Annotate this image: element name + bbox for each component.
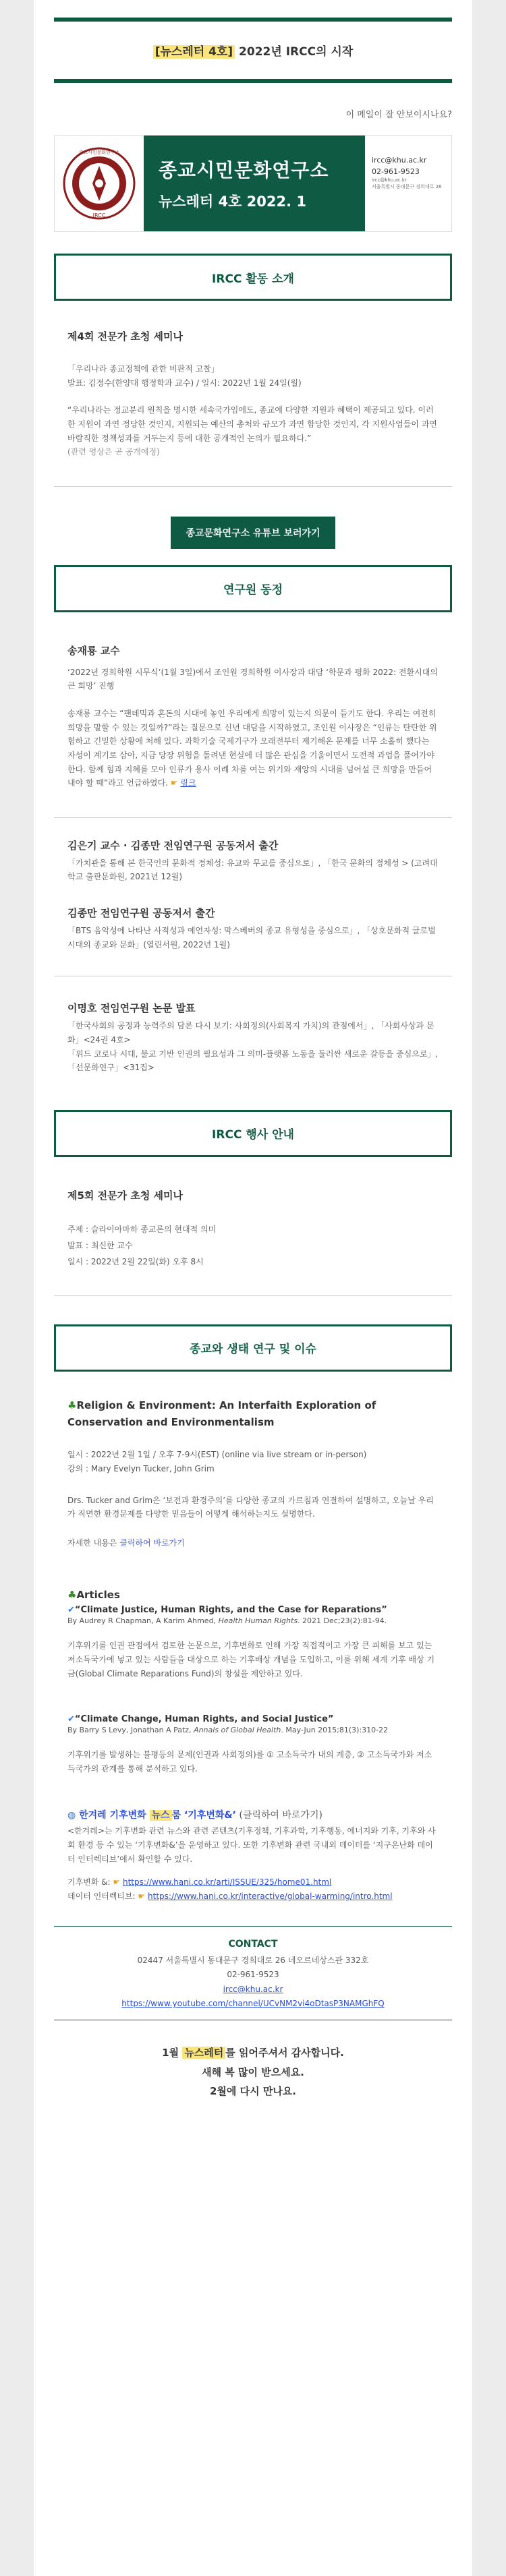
hani-block <box>67 1808 439 1903</box>
youtube-button[interactable]: 종교문화연구소 유튜브 보러가기 <box>171 517 335 549</box>
contact-phone: 02-961-9523 <box>227 1970 279 1980</box>
researcher-4-line-2: 「위드 코로나 시대, 불교 기반 인권의 필요성과 그 의미-플랫폼 노동을 둘러싼 새로운 갈등을 중심으로」, 「선문화연구」<31집> <box>67 1049 439 1073</box>
hani-link-1-row <box>67 1875 439 1890</box>
banner-email: ircc@khu.ac.kr <box>372 156 427 165</box>
view-in-browser-link[interactable]: 이 메일이 잘 안보이시나요? <box>345 110 452 120</box>
article-1-body: 기후위기를 인권 관점에서 검토한 논문으로, 기후변화로 인해 가장 직접적이고 가장 큰 피해를 보고 있는 저소득국가에 넣고 있는 사람들을 대상으로 하는 기후배상 개념을 도입하고, 이를 위해 세계 기후 배상 기금(Global Climate Reparations Fund)의 창설을 제안하고 있다. <box>67 1641 435 1678</box>
ecology-more-link[interactable]: 클릭하여 바로가기 <box>119 1538 185 1548</box>
closing-line-2: 새해 복 많이 받으세요. <box>202 2066 304 2078</box>
check-icon: ✔ <box>67 1605 75 1616</box>
closing-message <box>34 2020 472 2101</box>
activity-section <box>54 301 452 459</box>
researcher-3-line: 「BTS 음악성에 나타난 사적성과 예언자성: 막스베버의 종교 유형성을 중심으로」, 「상호문화적 글로벌 시대의 종교와 문화」(열린서원, 2022년 1월) <box>67 926 436 949</box>
hand-pointer-icon: ☛ <box>170 778 178 788</box>
contact-title: CONTACT <box>228 1939 278 1950</box>
event-topic: 주제 : 슬라이아마하 종교론의 현대적 의미 <box>67 1224 217 1234</box>
articles-title-text: Articles <box>76 1589 120 1602</box>
newsletter-page <box>34 0 472 2576</box>
youtube-button-wrap <box>34 487 472 549</box>
article-2-body: 기후위기를 발생하는 불평등의 문제(인권과 사회정의)를 ① 고소득국가 내의 계층, ② 고소득국가와 저소득국가의 관계를 통해 분석하고 있다. <box>67 1750 432 1774</box>
researcher-1-name: 송재룡 교수 <box>67 644 120 657</box>
contact-address: 02447 서울특별시 동대문구 경희대로 26 네오르네상스관 332호 <box>137 1955 369 1965</box>
researcher-1-line: ‘2022년 경희학원 시무식’(1월 3일)에서 조인원 경희학원 이사장과 대담 ‘학문과 평화 2022: 전환시대의 큰 희망’ 진행 <box>67 667 438 691</box>
seal-logo-icon <box>61 146 137 221</box>
section-researchers-heading: 연구원 동정 <box>54 565 452 612</box>
institute-seal <box>55 136 144 231</box>
researcher-1-link[interactable]: 링크 <box>180 778 196 788</box>
article-1-authors: By Audrey R Chapman, A Karim Ahmed, <box>67 1616 219 1626</box>
hani-title-note: (클릭하여 바로가기) <box>235 1810 322 1821</box>
closing-line-1-hl: 뉴스레터 <box>182 2047 225 2059</box>
closing-line-1-a: 1월 <box>162 2047 183 2059</box>
banner-contact <box>365 136 451 231</box>
seminar-body: “우리나라는 정교분리 원칙을 명시한 세속국가임에도, 종교에 다양한 지원과 혜택이 제공되고 있다. 이러한 지원이 과연 정당한 것인지, 지원되는 예산의 총처와 규모가 과연 합당한 것인지, 각 지원사업들이 과연 바람직한 정책성과를 거두는지 등에 대한 공개적인 논의가 필요하다.” <box>67 405 437 443</box>
researcher-4-name: 이명호 전임연구원 논문 발표 <box>67 1002 196 1015</box>
banner-small-email: ircc@khu.ac.kr <box>372 177 407 183</box>
seminar-line-2: 발표: 김정수(한양대 행정학과 교수) / 일시: 2022년 1월 24일(월) <box>67 378 302 388</box>
hani-link-1-label: 기후변화 &: <box>67 1877 113 1887</box>
article-2-citation: . May-Jun 2015;81(3):310-22 <box>281 1726 389 1735</box>
researchers-section <box>54 612 452 790</box>
closing-line-1 <box>34 2043 472 2063</box>
ecology-event-title-text: Religion & Environment: An Interfaith Exploration of Conservation and Environmentalism <box>67 1399 376 1428</box>
ecology-section <box>54 1372 452 1904</box>
article-1 <box>67 1605 439 1680</box>
researcher-2-line: 「가치관을 통해 본 한국인의 문화적 정체성: 유교와 무교를 중심으로」, 「한국 문화의 정체성 > (고려대학교 출판문화원, 2021년 12월) <box>67 858 438 882</box>
hand-pointer-icon: ☛ <box>113 1877 121 1887</box>
tree-icon: ♣ <box>67 1589 77 1602</box>
researcher-1-body-text: 송재룡 교수는 “팬데믹과 혼돈의 시대에 놓인 우리에게 희망이 있는지 의문이 들기도 한다. 우리는 여전히 희망을 말할 수 있는 것일까?”라는 질문으로 신년 대담을 시작하였고, 조인원 이사장은 “인류는 탄탄한 위험하고 긴밀한 상황에 처해 있다. 과학기술 국제기구가 오래전부터 제기해온 문제를 너무 소홀히 했다는 자성이 계기로 삼아, 지금 당장 위험을 돌려낸 현실에 더 많은 관심을 기울이면서 도전적 과업을 풀어가야 한다. 함께 힘과 지혜를 모아 인류가 용사 이례 차를 여는 위기와 재앙의 시대를 넘어설 큰 희망을 만들어내야 할 때”라고 언급하였다. <box>67 709 437 788</box>
researcher-2-name: 김은기 교수 · 김종만 전임연구원 공동저서 출간 <box>67 839 279 852</box>
article-2-title-text: “Climate Change, Human Rights, and Social Justice” <box>74 1714 334 1725</box>
ecology-more <box>67 1536 439 1550</box>
section-activity-heading: IRCC 활동 소개 <box>54 254 452 301</box>
ecology-event-title <box>67 1397 439 1431</box>
articles-title <box>67 1589 439 1601</box>
hani-title-b: 룸 ‘기후변화&’ <box>171 1810 236 1821</box>
contact-youtube[interactable]: https://www.youtube.com/channel/UCvNM2vi4oDtasP3NAMGhFQ <box>121 1999 385 2009</box>
closing-line-3: 2월에 다시 만나요. <box>209 2085 296 2097</box>
researcher-3-name: 김종만 전임연구원 공동저서 출간 <box>67 907 215 919</box>
event-datetime: 일시 : 2022년 2월 22일(화) 오후 8시 <box>67 1256 204 1266</box>
hani-link-1[interactable]: https://www.hani.co.kr/arti/ISSUE/325/home01.html <box>123 1877 332 1887</box>
event-speaker: 발표 : 최신한 교수 <box>67 1240 133 1250</box>
header-banner <box>54 135 452 232</box>
newsletter-title <box>34 22 472 79</box>
banner-title-block <box>144 136 365 231</box>
researcher-4 <box>54 976 452 1075</box>
article-1-citation: . 2021 Dec;23(2):81-94. <box>298 1616 387 1626</box>
seminar-line-1: 「우리나라 종교정책에 관한 비판적 고찰」 <box>67 364 219 374</box>
ecology-event-date: 일시 : 2022년 2월 1일 / 오후 7-9시(EST) (online via live stream or in-person) <box>67 1450 367 1460</box>
researcher-3 <box>54 884 452 952</box>
section-ecology-heading: 종교와 생태 연구 및 이슈 <box>54 1324 452 1372</box>
banner-phone: 02-961-9523 <box>372 167 420 177</box>
title-rest: 2022년 IRCC의 시작 <box>235 45 354 59</box>
globe-icon: ◍ <box>67 1810 76 1821</box>
hani-link-2-label: 데이터 인터렉티브: <box>67 1891 138 1901</box>
tree-icon: ♣ <box>67 1399 77 1411</box>
ecology-more-label: 자세한 내용은 <box>67 1538 120 1548</box>
closing-line-1-b: 를 읽어주셔서 감사합니다. <box>225 2047 344 2059</box>
hand-pointer-icon: ☛ <box>138 1891 146 1901</box>
contact-email[interactable]: ircc@khu.ac.kr <box>223 1984 283 1994</box>
seal-sub: IRCC <box>92 212 106 218</box>
hani-title-hl: 뉴스 <box>150 1810 172 1821</box>
article-2 <box>67 1714 439 1776</box>
seal-text: 종교시민문화연구소 <box>78 150 120 155</box>
article-2-title <box>67 1714 439 1724</box>
contact-section <box>34 1927 472 2012</box>
hani-body: <한겨레>는 기후변화 관련 뉴스와 관련 콘텐츠(기후정책, 기후과학, 기후행동, 에너지와 기후, 기후와 사회 환경 등 수 있는 ‘기후변화&’을 운영하고 있다. 또한 기후변화 관련 국내외 데이터를 ‘지구온난화 데이터 인터렉티브’에서 확인할 수 있다. <box>67 1826 436 1864</box>
divider <box>54 1295 452 1296</box>
event-info <box>67 1221 439 1270</box>
banner-org-name: 종교시민문화연구소 <box>159 159 329 181</box>
researcher-1-body <box>67 707 439 790</box>
hani-title-a: 한겨레 기후변화 <box>79 1810 150 1821</box>
hani-link-2[interactable]: https://www.hani.co.kr/interactive/global-warming/intro.html <box>148 1891 393 1901</box>
hani-link-2-row <box>67 1890 439 1904</box>
title-prefix: [뉴스레터 4호] <box>153 45 235 59</box>
researcher-2 <box>54 818 452 884</box>
article-2-journal: Annals of Global Health <box>194 1726 281 1735</box>
seminar-note: (관련 영상은 곧 공개예정) <box>67 447 160 457</box>
article-1-byline <box>67 1615 439 1628</box>
researcher-4-line-1: 「한국사회의 공정과 능력주의 담론 다시 보기: 사회정의(사회복지 가치)의 관점에서」, 「사회사상과 문화」<24권 4호> <box>67 1021 434 1045</box>
article-1-title <box>67 1605 439 1615</box>
check-icon: ✔ <box>67 1714 75 1725</box>
banner-small-address: 서울특별시 동대문구 경희대로 26 <box>372 183 442 189</box>
banner-issue: 뉴스레터 4호 2022. 1 <box>159 194 307 210</box>
ecology-event-body: Drs. Tucker and Grim은 ‘보전과 환경주의’를 다양한 종교의 가르침과 연결하여 설명하고, 오늘날 우리가 직면한 환경문제를 다양한 믿음들이 어떻게 해석하는지도 설명한다. <box>67 1495 434 1519</box>
seminar-title: 제4회 전문가 초청 세미나 <box>67 330 184 343</box>
article-2-authors: By Barry S Levy, Jonathan A Patz, <box>67 1726 194 1735</box>
events-section <box>54 1157 452 1270</box>
event-title: 제5회 전문가 초청 세미나 <box>67 1189 184 1202</box>
article-1-journal: Health Human Rights <box>218 1616 298 1626</box>
ecology-event-lecturers: 강의 : Mary Evelyn Tucker, John Grim <box>67 1463 215 1473</box>
section-events-heading: IRCC 행사 안내 <box>54 1110 452 1157</box>
article-1-title-text: “Climate Justice, Human Rights, and the Case for Reparations” <box>74 1605 387 1616</box>
seminar-info <box>67 362 439 390</box>
ecology-event-info <box>67 1448 439 1475</box>
article-2-byline <box>67 1724 439 1737</box>
hani-title[interactable] <box>67 1808 439 1821</box>
